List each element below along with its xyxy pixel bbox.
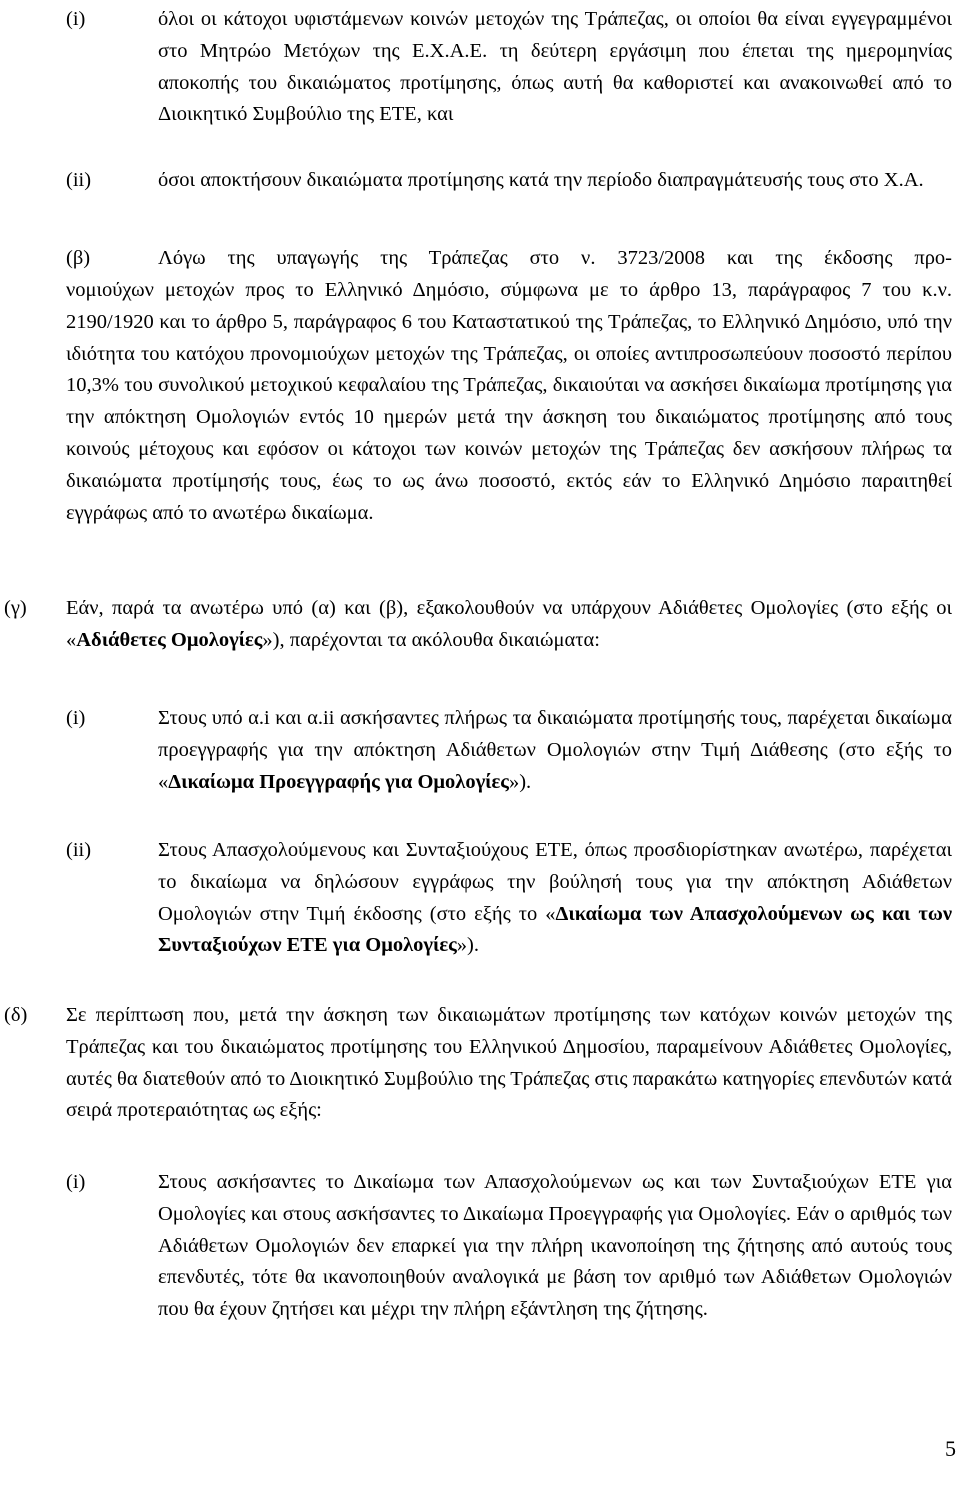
item-label: (β) xyxy=(66,247,91,269)
text-part: »). xyxy=(456,934,479,957)
text-part: Στους υπό α.i και α.ii ασκήσαντες πλήρως τα δικαιώματα προτίμησής τους, παρέχεται δικαίωμα προεγγραφής για την απόκτηση Αδιάθετων Ομολογιών στην Τιμή Διάθεσης (στο εξής το « xyxy=(158,707,952,793)
text-part: »), παρέχονται τα ακόλουθα δικαιώματα: xyxy=(262,628,600,651)
item-label: (i) xyxy=(66,8,86,30)
text-part: Στους Απασχολούμενους και Συνταξιούχους ΕΤΕ, όπως προσδιορίστηκαν ανωτέρω, παρέχεται το δικαίωμα να δηλώσουν εγγράφως την βούλησή τους για την απόκτηση Αδιάθετων Ομολογιών στην Τιμή έκδοσης (στο εξής το « xyxy=(158,839,952,925)
item-text: Σε περίπτωση που, μετά την άσκηση των δικαιωμάτων προτίμησης των κατόχων κοινών μετοχών της Τράπεζας και του δικαιώματος προτίμησης του Ελληνικού Δημοσίου, παραμείνουν Αδιάθετες Ομολογίες, αυτές θα διατεθούν από το Διοικητικό Συμβούλιο της Τράπεζας στις παρακάτω κατηγορίες επενδυτών κατά σειρά προτεραιότητας ως εξής: xyxy=(66,1004,952,1122)
text-part: Εάν, παρά τα ανωτέρω υπό (α) και (β), εξακολουθούν να υπάρχουν Αδιάθετες Ομολογίες (στο εξής οι « xyxy=(66,597,952,651)
item-text xyxy=(158,835,952,962)
item-text: Στους ασκήσαντες το Δικαίωμα των Απασχολούμενων ως και των Συνταξιούχων ΕΤΕ για Ομολογίες και στους ασκήσαντες το Δικαίωμα Προεγγραφής για Ομολογίες. Εάν ο αριθμός των Αδιάθετων Ομολογιών δεν επαρκεί για την πλήρη ικανοποίηση της ζήτησης από αυτούς τους επενδυτές, τότε θα ικανοποιηθούν αναλογικά με βάση τον αριθμό των Αδιάθετων Ομολογιών που θα έχουν ζητήσει και μέχρι την πλήρη εξάντληση της ζήτησης. xyxy=(158,1171,952,1321)
item-text: νομιούχων μετοχών προς το Ελληνικό Δημόσιο, σύμφωνα με το άρθρο 13, παράγραφος 7 του κ.ν. 2190/1920 και το άρθρο 5, παράγραφος 6 του Καταστατικού της Τράπεζας, το Ελληνικό Δημόσιο, υπό την ιδιότητα του κατόχου προνομιούχων μετοχών της Τράπεζας, οι οποίες αντιπροσωπεύουν ποσοστό περίπου 10,3% του συνολικού μετοχικού κεφαλαίου της Τράπεζας, δικαιούται να ασκήσει δικαίωμα προτίμησης για την απόκτηση Ομολογιών εντός 10 ημερών μετά την άσκηση του δικαιώματος προτίμησης από τους κοινούς μέτοχους και εφόσον οι κάτοχοι των κοινών μετοχών της Τράπεζας δεν ασκήσουν πλήρως τα δικαιώματα προτίμησής τους, έως το ως άνω ποσοστό, εκτός εάν το Ελληνικό Δημόσιο παραιτηθεί εγγράφως από το ανωτέρω δικαίωμα. xyxy=(66,279,952,524)
page-number: 5 xyxy=(945,1436,956,1461)
item-label: (ii) xyxy=(66,839,92,861)
item-text xyxy=(66,593,952,657)
item-text: όσοι αποκτήσουν δικαιώματα προτίμησης κατά την περίοδο διαπραγμάτευσής τους στο Χ.Α. xyxy=(158,169,924,191)
item-label: (i) xyxy=(66,1171,86,1193)
item-label: (ii) xyxy=(66,169,92,191)
item-label: (δ) xyxy=(4,1004,28,1026)
item-label: (γ) xyxy=(4,597,27,619)
defined-term: Δικαίωμα Προεγγραφής για Ομολογίες xyxy=(168,770,509,793)
item-label: (i) xyxy=(66,707,86,729)
defined-term: Δικαίωμα των Απασχολούμενων ως και των Συνταξιούχων ΕΤΕ για Ομολογίες xyxy=(158,902,952,957)
text-part: »). xyxy=(508,770,532,793)
defined-term: Αδιάθετες Ομολογίες xyxy=(76,628,263,651)
item-lead-text: Λόγω της υπαγωγής της Τράπεζας στο ν. 3723/2008 και της έκδοσης προ- xyxy=(158,247,952,269)
item-text: όλοι οι κάτοχοι υφιστάμενων κοινών μετοχών της Τράπεζας, οι οποίοι θα είναι εγγεγραμμένοι στο Μητρώο Μετόχων της Ε.Χ.Α.Ε. τη δεύτερη εργάσιμη που έπεται της ημερομηνίας αποκοπής του δικαιώματος προτίμησης, όπως αυτή θα καθοριστεί και ανακοινωθεί από το Διοικητικό Συμβούλιο της ΕΤΕ, και xyxy=(158,8,952,126)
item-text xyxy=(158,703,952,798)
